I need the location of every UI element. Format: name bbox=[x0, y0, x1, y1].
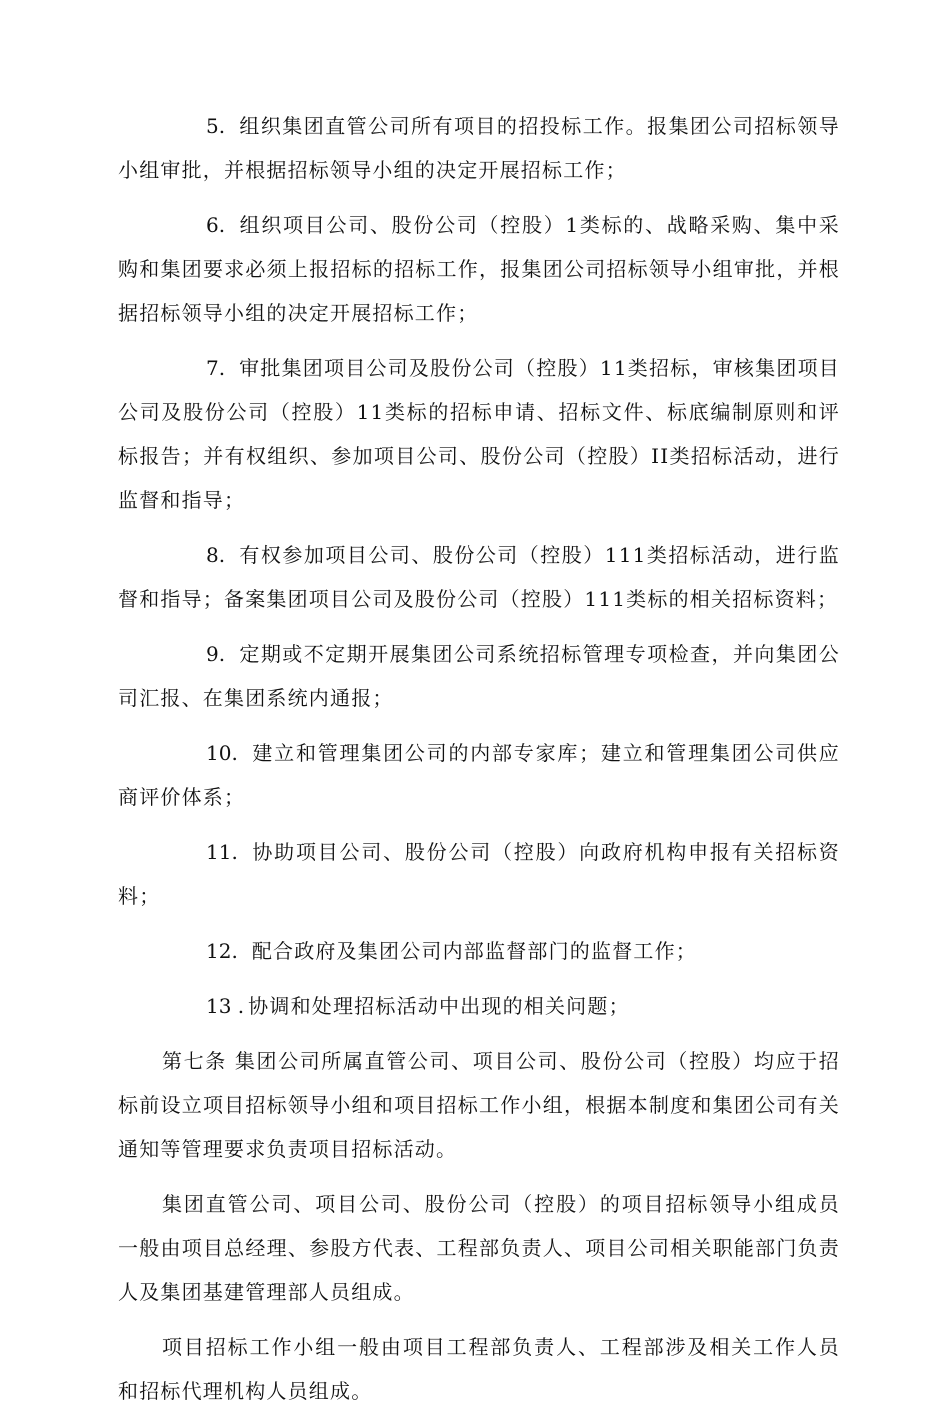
item-number: 11. bbox=[206, 840, 238, 864]
item-number: 7. bbox=[206, 356, 226, 380]
item-number: 5. bbox=[206, 114, 226, 138]
paragraph-text: 定期或不定期开展集团公司系统招标管理专项检查，并向集团公司汇报、在集团系统内通报； bbox=[118, 642, 840, 710]
paragraph-item-7 bbox=[118, 346, 840, 522]
item-number: 12. bbox=[206, 939, 238, 963]
paragraph-text: 配合政府及集团公司内部监督部门的监督工作； bbox=[251, 939, 698, 963]
item-number: 13 . bbox=[206, 994, 245, 1018]
paragraph-text: 项目招标工作小组一般由项目工程部负责人、工程部涉及相关工作人员和招标代理机构人员组成。 bbox=[118, 1335, 840, 1403]
paragraph-item-11 bbox=[118, 830, 840, 918]
paragraph-item-13 bbox=[118, 984, 840, 1028]
paragraph-text: 有权参加项目公司、股份公司（控股）111类招标活动，进行监督和指导；备案集团项目公司及股份公司（控股）111类标的相关招标资料； bbox=[118, 543, 840, 611]
paragraph-text: 审批集团项目公司及股份公司（控股）11类招标，审核集团项目公司及股份公司（控股）11类标的招标申请、招标文件、标底编制原则和评标报告；并有权组织、参加项目公司、股份公司（控股）II类招标活动，进行监督和指导； bbox=[118, 356, 840, 512]
paragraph-item-8 bbox=[118, 533, 840, 621]
paragraph-text: 协助项目公司、股份公司（控股）向政府机构申报有关招标资料； bbox=[118, 840, 840, 908]
paragraph-working-group bbox=[118, 1325, 840, 1413]
paragraph-text: 组织集团直管公司所有项目的招投标工作。报集团公司招标领导小组审批，并根据招标领导小组的决定开展招标工作； bbox=[118, 114, 840, 182]
item-number: 6. bbox=[206, 213, 226, 237]
paragraph-text: 协调和处理招标活动中出现的相关问题； bbox=[248, 994, 630, 1018]
paragraph-text: 集团直管公司、项目公司、股份公司（控股）的项目招标领导小组成员一般由项目总经理、参股方代表、工程部负责人、项目公司相关职能部门负责人及集团基建管理部人员组成。 bbox=[118, 1192, 840, 1304]
document-page bbox=[118, 104, 840, 1424]
paragraph-text: 第七条 集团公司所属直管公司、项目公司、股份公司（控股）均应于招标前设立项目招标领导小组和项目招标工作小组，根据本制度和集团公司有关通知等管理要求负责项目招标活动。 bbox=[118, 1049, 840, 1161]
paragraph-item-9 bbox=[118, 632, 840, 720]
paragraph-item-12 bbox=[118, 929, 840, 973]
paragraph-text: 建立和管理集团公司的内部专家库；建立和管理集团公司供应商评价体系； bbox=[118, 741, 840, 809]
item-number: 8. bbox=[206, 543, 226, 567]
paragraph-item-6 bbox=[118, 203, 840, 335]
paragraph-item-5 bbox=[118, 104, 840, 192]
paragraph-article-7 bbox=[118, 1039, 840, 1171]
paragraph-leadership-group bbox=[118, 1182, 840, 1314]
item-number: 10. bbox=[206, 741, 238, 765]
paragraph-text: 组织项目公司、股份公司（控股）1类标的、战略采购、集中采购和集团要求必须上报招标的招标工作，报集团公司招标领导小组审批，并根据招标领导小组的决定开展招标工作； bbox=[118, 213, 840, 325]
item-number: 9. bbox=[206, 642, 226, 666]
paragraph-item-10 bbox=[118, 731, 840, 819]
